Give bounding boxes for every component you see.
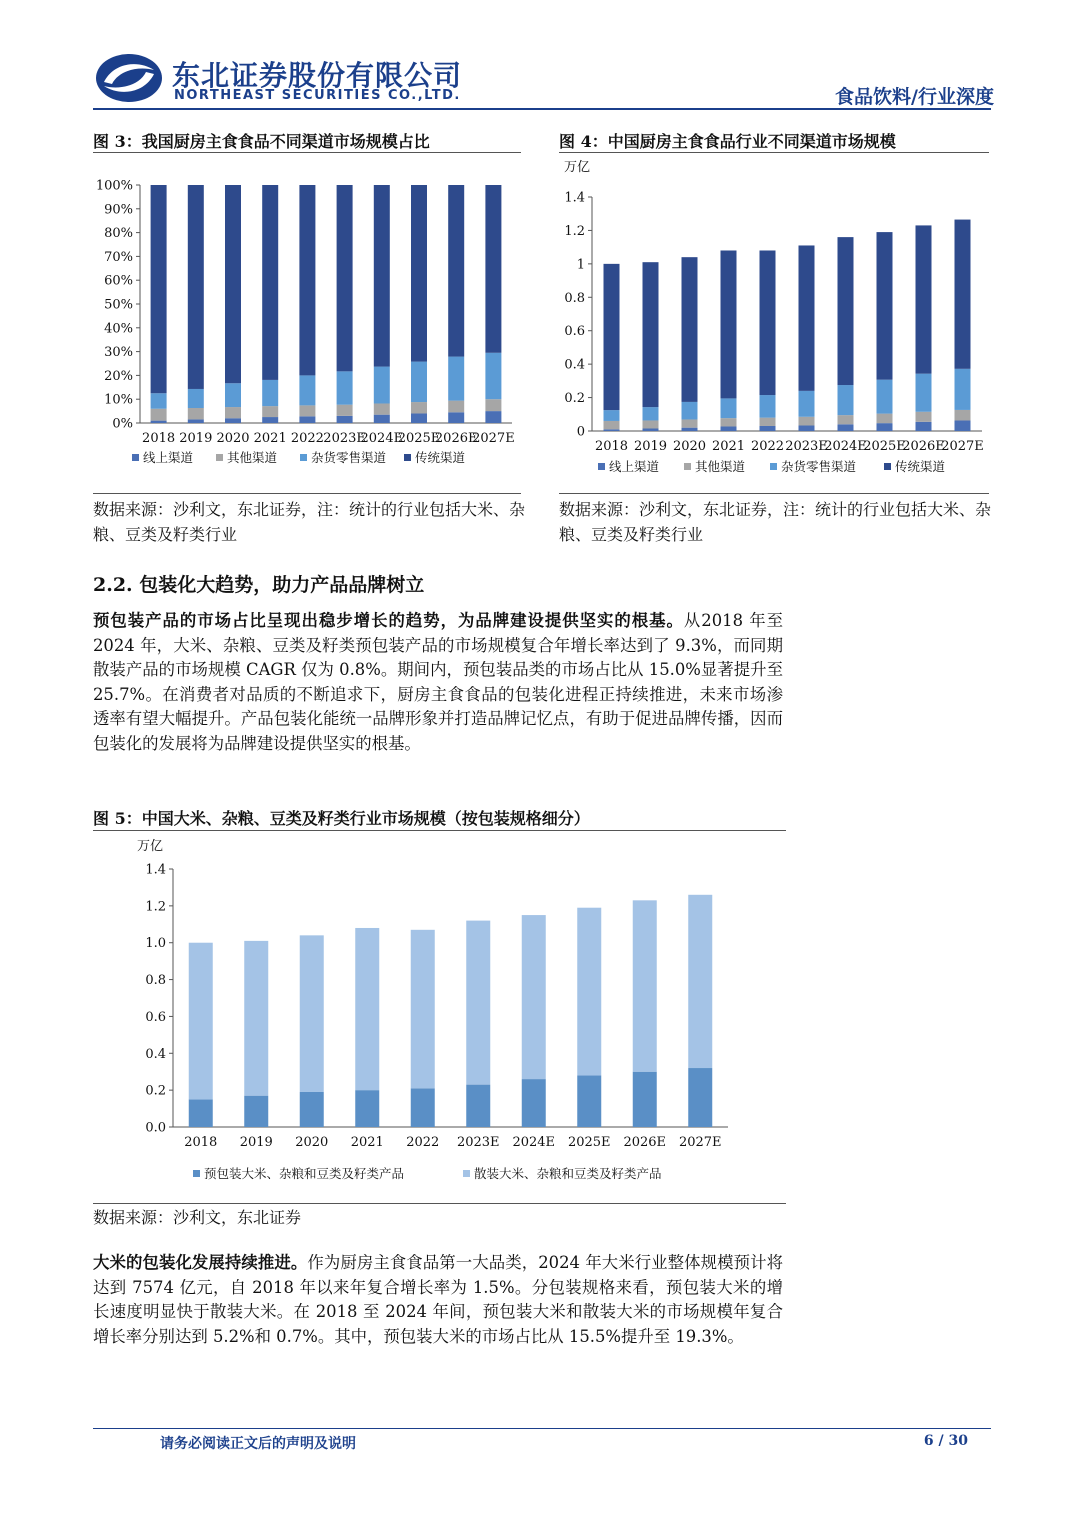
x-category-label: 2019: [179, 431, 213, 446]
figure-4-bottom-rule: [559, 493, 989, 494]
bar-segment-3: [604, 410, 620, 421]
x-category-label: 2019: [239, 1135, 273, 1150]
bar-segment-2: [916, 412, 932, 422]
y-tick-label: 1.4: [145, 862, 166, 878]
x-category-label: 2026E: [623, 1135, 667, 1150]
figure-3-title: 图 3：我国厨房主食食品不同渠道市场规模占比: [93, 132, 430, 151]
paragraph-1-lead: 预包装产品的市场占比呈现出稳步增长的趋势，为品牌建设提供坚实的根基。: [93, 611, 684, 630]
x-category-label: 2018: [594, 439, 629, 454]
y-tick-label: 0.2: [564, 391, 585, 407]
bar-segment-4: [262, 185, 278, 380]
y-tick-label: 1.4: [564, 190, 585, 206]
bar-segment-4: [799, 245, 815, 390]
bar-segment-1: [799, 425, 815, 431]
bar-segment-2: [300, 935, 324, 1092]
bar-segment-1: [838, 424, 854, 431]
bar-segment-3: [448, 357, 464, 401]
y-tick-label: 40%: [104, 321, 133, 337]
legend-label: 其他渠道: [695, 459, 746, 474]
bar-segment-3: [411, 362, 427, 402]
bar-segment-1: [877, 423, 893, 431]
bar-segment-2: [188, 408, 204, 419]
section-heading: 2.2. 包装化大趋势，助力产品品牌树立: [93, 574, 425, 596]
legend-swatch: [463, 1170, 470, 1177]
bar-segment-2: [337, 405, 353, 416]
figure-5-source: 数据来源：沙利文，东北证券: [93, 1208, 302, 1227]
bar-segment-1: [151, 421, 167, 423]
bar-segment-2: [522, 915, 546, 1079]
bar-segment-1: [411, 413, 427, 423]
chart-unit-label: 万亿: [137, 839, 164, 854]
x-category-label: 2018: [184, 1135, 218, 1150]
figure-4-source: 数据来源：沙利文，东北证券，注：统计的行业包括大米、杂粮、豆类及籽类行业: [559, 500, 992, 544]
paragraph-packaging-trend: [93, 609, 783, 757]
x-category-label: 2024E: [360, 431, 404, 446]
bar-segment-4: [838, 237, 854, 385]
figure-4-chart: [554, 155, 994, 485]
x-category-label: 2027E: [678, 1135, 722, 1150]
bar-segment-1: [916, 422, 932, 431]
y-tick-label: 60%: [104, 273, 133, 289]
bar-segment-2: [955, 410, 971, 421]
bar-segment-2: [799, 417, 815, 426]
bar-segment-4: [485, 185, 501, 353]
figure-5-chart: [93, 834, 793, 1194]
legend-label: 传统渠道: [415, 450, 466, 465]
bar-segment-1: [188, 419, 204, 423]
legend-label: 预包装大米、杂粮和豆类及籽类产品: [204, 1166, 405, 1181]
bar-segment-2: [760, 418, 776, 426]
bar-segment-1: [643, 428, 659, 431]
bar-segment-4: [225, 185, 241, 383]
bar-segment-3: [188, 389, 204, 408]
bar-segment-2: [643, 420, 659, 428]
legend-swatch: [404, 454, 411, 461]
bar-segment-1: [688, 1068, 712, 1127]
y-tick-label: 0.6: [564, 324, 585, 340]
x-category-label: 2020: [672, 439, 707, 454]
bar-segment-1: [244, 1096, 268, 1127]
bar-segment-3: [225, 383, 241, 407]
bar-segment-2: [604, 421, 620, 429]
legend-label: 杂货零售渠道: [781, 459, 857, 474]
x-category-label: 2020: [216, 431, 250, 446]
x-category-label: 2026E: [902, 439, 945, 454]
x-category-label: 2024E: [824, 439, 867, 454]
legend-swatch: [216, 454, 223, 461]
bar-segment-1: [300, 1092, 324, 1127]
page-number: 6 / 30: [923, 1433, 968, 1449]
x-category-label: 2023E: [456, 1135, 500, 1150]
figure-5-title: 图 5：中国大米、杂粮、豆类及籽类行业市场规模（按包装规格细分）: [93, 809, 590, 828]
bar-segment-4: [604, 264, 620, 410]
x-category-label: 2019: [633, 439, 668, 454]
bar-segment-1: [955, 420, 971, 431]
y-tick-label: 0.4: [564, 357, 585, 373]
x-category-label: 2026E: [434, 431, 478, 446]
y-tick-label: 50%: [104, 297, 133, 313]
bar-segment-3: [299, 375, 315, 405]
bar-segment-3: [151, 393, 167, 408]
legend-swatch: [884, 463, 891, 470]
bar-segment-2: [411, 402, 427, 413]
x-category-label: 2023E: [785, 439, 828, 454]
bar-segment-1: [411, 1088, 435, 1127]
bar-segment-1: [225, 418, 241, 423]
legend-swatch: [684, 463, 691, 470]
bar-segment-2: [411, 930, 435, 1088]
legend-label: 线上渠道: [609, 459, 660, 474]
figure-5-top-rule: [93, 830, 786, 831]
bar-segment-4: [955, 220, 971, 369]
y-tick-label: 0.8: [145, 973, 166, 989]
legend-label: 其他渠道: [227, 450, 278, 465]
bar-segment-1: [262, 417, 278, 423]
x-category-label: 2025E: [863, 439, 906, 454]
bar-segment-3: [262, 380, 278, 406]
bar-segment-3: [838, 385, 854, 415]
bar-segment-1: [355, 1090, 379, 1127]
bar-segment-1: [189, 1099, 213, 1127]
bar-segment-1: [522, 1079, 546, 1127]
legend-swatch: [770, 463, 777, 470]
footer-divider: [93, 1428, 991, 1429]
figure-4-top-rule: [559, 152, 989, 153]
bar-segment-4: [877, 232, 893, 380]
header-divider: [93, 108, 991, 110]
figure-3-top-rule: [93, 152, 521, 153]
y-tick-label: 0.6: [145, 1009, 166, 1025]
bar-segment-4: [448, 185, 464, 357]
company-name-en: NORTHEAST SECURITIES CO.,LTD.: [174, 88, 461, 103]
bar-segment-1: [337, 416, 353, 423]
x-category-label: 2027E: [941, 439, 984, 454]
chart-unit-label: 万亿: [564, 160, 591, 175]
bar-segment-3: [721, 398, 737, 418]
y-tick-label: 0: [576, 424, 585, 440]
figure-3-chart: [88, 170, 528, 475]
paragraph-rice-packaging: [93, 1251, 783, 1349]
legend-swatch: [193, 1170, 200, 1177]
y-tick-label: 0.0: [145, 1120, 166, 1136]
y-tick-label: 10%: [104, 392, 133, 408]
x-category-label: 2025E: [397, 431, 441, 446]
x-category-label: 2024E: [512, 1135, 556, 1150]
y-tick-label: 90%: [104, 202, 133, 218]
bar-segment-2: [682, 419, 698, 427]
bar-segment-4: [916, 225, 932, 373]
bar-segment-4: [299, 185, 315, 375]
bar-segment-1: [577, 1075, 601, 1127]
x-category-label: 2018: [142, 431, 176, 446]
y-tick-label: 0.2: [145, 1083, 166, 1099]
x-category-label: 2020: [295, 1135, 329, 1150]
bar-segment-4: [760, 250, 776, 395]
y-tick-label: 70%: [104, 249, 133, 265]
legend-label: 杂货零售渠道: [311, 450, 387, 465]
x-category-label: 2023E: [323, 431, 366, 446]
y-tick-label: 100%: [95, 178, 133, 194]
legend-swatch: [598, 463, 605, 470]
bar-segment-2: [189, 943, 213, 1100]
bar-segment-3: [374, 367, 390, 404]
bar-segment-3: [760, 395, 776, 418]
y-tick-label: 1.0: [145, 936, 166, 952]
bar-segment-2: [299, 405, 315, 416]
bar-segment-2: [721, 418, 737, 426]
y-tick-label: 20%: [104, 368, 133, 384]
y-tick-label: 0.4: [145, 1046, 166, 1062]
company-logo: [94, 52, 164, 104]
bar-segment-4: [643, 262, 659, 407]
paragraph-1-body: 从2018 年至 2024 年，大米、杂粮、豆类及籽类预包装产品的市场规模复合年增长率达到了 9.3%，而同期散装产品的市场规模 CAGR 仅为 0.8%。期间内，预包装品类的市场占比从 15.0%显著提升至 25.7%。在消费者对品质的不断追求下，厨房主食食品的包装化进程正持续推进，未来市场渗透率有望大幅提升。产品包装化能统一品牌形象并打造品牌记忆点，有助于促进品牌传播，因而包装化的发展将为品牌建设提供坚实的根基。: [93, 611, 783, 753]
y-tick-label: 30%: [104, 345, 133, 361]
bar-segment-2: [577, 908, 601, 1076]
report-category: 食品饮料/行业深度: [835, 86, 994, 108]
bar-segment-4: [374, 185, 390, 367]
x-category-label: 2027E: [472, 431, 515, 446]
bar-segment-2: [838, 415, 854, 424]
bar-segment-3: [955, 369, 971, 410]
y-tick-label: 0%: [112, 416, 133, 432]
bar-segment-4: [188, 185, 204, 389]
bar-segment-2: [688, 895, 712, 1068]
bar-segment-1: [682, 428, 698, 431]
bar-segment-2: [225, 407, 241, 418]
bar-segment-1: [466, 1085, 490, 1127]
bar-segment-1: [448, 412, 464, 423]
x-category-label: 2022: [750, 439, 785, 454]
bar-segment-3: [799, 391, 815, 417]
bar-segment-3: [877, 380, 893, 414]
y-tick-label: 80%: [104, 226, 133, 242]
bar-segment-2: [877, 414, 893, 424]
legend-swatch: [300, 454, 307, 461]
x-category-label: 2021: [350, 1135, 384, 1150]
legend-label: 散装大米、杂粮和豆类及籽类产品: [474, 1166, 662, 1181]
y-tick-label: 1.2: [564, 223, 585, 239]
bar-segment-1: [760, 426, 776, 431]
bar-segment-4: [337, 185, 353, 371]
y-tick-label: 1.2: [145, 899, 166, 915]
x-category-label: 2022: [290, 431, 324, 446]
legend-label: 传统渠道: [895, 459, 946, 474]
legend-swatch: [132, 454, 139, 461]
bar-segment-3: [682, 402, 698, 420]
x-category-label: 2021: [711, 439, 746, 454]
bar-segment-2: [262, 406, 278, 417]
paragraph-2-lead: 大米的包装化发展持续推进。: [93, 1253, 308, 1272]
company-name-cn: 东北证券股份有限公司: [172, 59, 463, 92]
bar-segment-2: [485, 399, 501, 411]
bar-segment-2: [244, 941, 268, 1096]
bar-segment-4: [411, 185, 427, 362]
x-category-label: 2021: [253, 431, 287, 446]
bar-segment-2: [448, 401, 464, 413]
bar-segment-3: [485, 353, 501, 399]
bar-segment-2: [355, 928, 379, 1090]
bar-segment-2: [151, 409, 167, 421]
footer-disclaimer: 请务必阅读正文后的声明及说明: [160, 1436, 356, 1452]
bar-segment-4: [721, 250, 737, 398]
bar-segment-1: [299, 416, 315, 423]
bar-segment-4: [151, 185, 167, 393]
figure-3-source: 数据来源：沙利文，东北证券，注：统计的行业包括大米、杂粮、豆类及籽类行业: [93, 500, 526, 544]
bar-segment-2: [633, 900, 657, 1071]
x-category-label: 2022: [406, 1135, 440, 1150]
bar-segment-1: [633, 1072, 657, 1127]
bar-segment-4: [682, 257, 698, 402]
bar-segment-1: [485, 411, 501, 423]
bar-segment-2: [374, 403, 390, 414]
paragraph-2-body: 作为厨房主食食品第一大品类，2024 年大米行业整体规模预计将达到 7574 亿元，自 2018 年以来年复合增长率为 1.5%。分包装规格来看，预包装大米的增长速度明显快于散装大米。在 2018 至 2024 年间，预包装大米和散装大米的市场规模年复合增长率分别达到 5.2%和 0.7%。其中，预包装大米的市场占比从 15.5%提升至 19.3%。: [93, 1253, 783, 1346]
bar-segment-2: [466, 921, 490, 1085]
bar-segment-3: [337, 371, 353, 404]
x-category-label: 2025E: [567, 1135, 611, 1150]
bar-segment-3: [643, 407, 659, 420]
bar-segment-3: [916, 374, 932, 412]
legend-label: 线上渠道: [143, 450, 194, 465]
bar-segment-1: [374, 415, 390, 423]
bar-segment-1: [604, 429, 620, 431]
y-tick-label: 0.8: [564, 290, 585, 306]
figure-5-bottom-rule: [93, 1203, 786, 1204]
bar-segment-1: [721, 426, 737, 431]
figure-3-bottom-rule: [93, 493, 521, 494]
figure-4-title: 图 4：中国厨房主食食品行业不同渠道市场规模: [559, 132, 896, 151]
y-tick-label: 1: [576, 257, 585, 273]
